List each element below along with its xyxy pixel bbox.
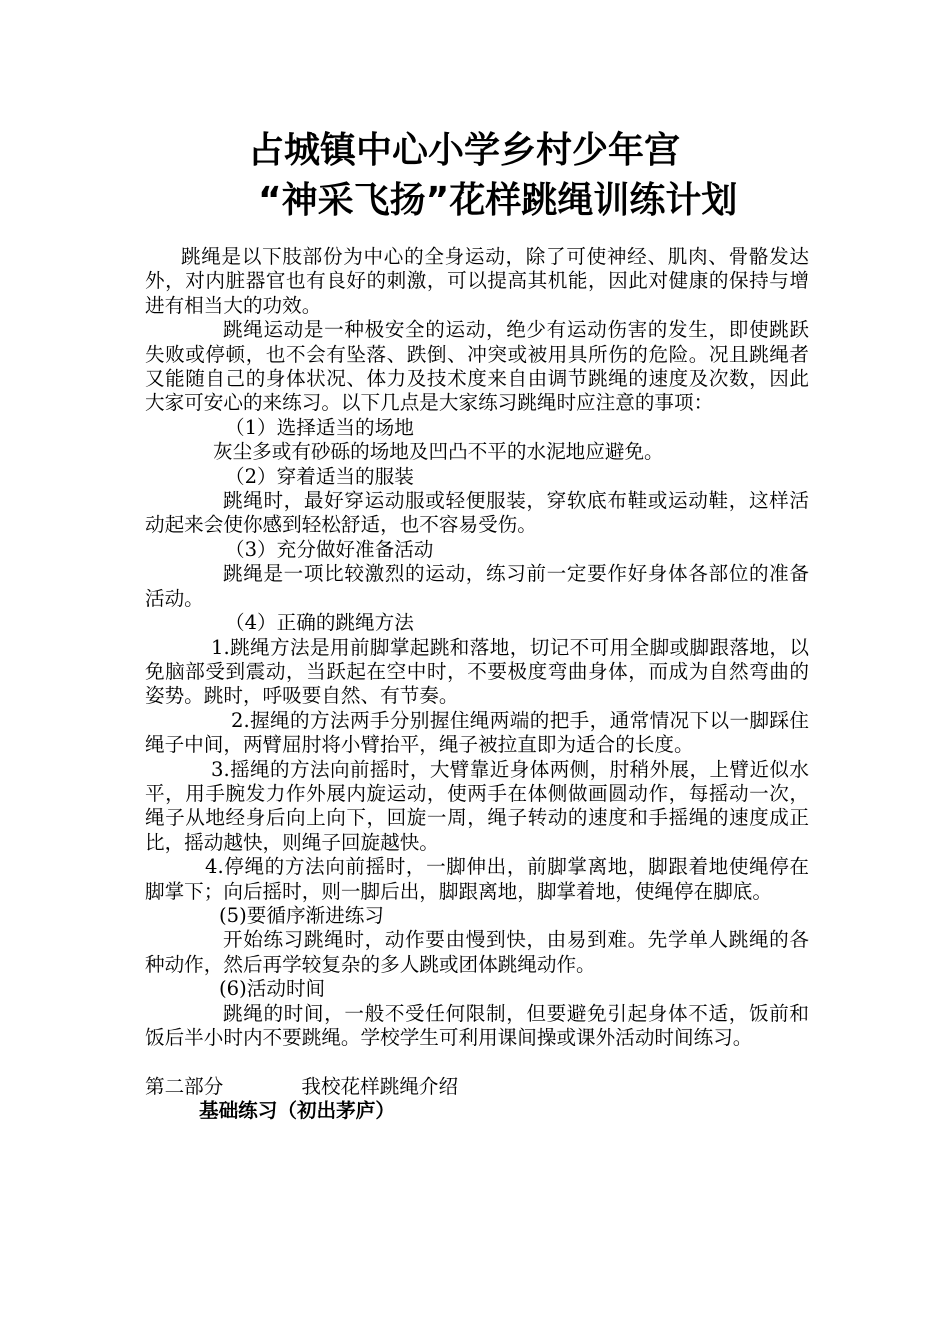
heading-timing: (6)活动时间 bbox=[219, 977, 326, 1001]
method-item-4: 4.停绳的方法向前摇时，一脚伸出，前脚掌离地，脚跟着地使绳停在脚掌下；向后摇时，则一脚后出，脚跟离地，脚掌着地，使绳停在脚底。 bbox=[145, 855, 809, 903]
basic-practice-heading: 基础练习（初出茅庐） bbox=[199, 1099, 395, 1123]
paragraph-warmup: 跳绳是一项比较激烈的运动，练习前一定要作好身体各部位的准备活动。 bbox=[145, 562, 809, 610]
heading-warmup: （3）充分做好准备活动 bbox=[225, 537, 434, 561]
part-two-line bbox=[145, 1075, 809, 1099]
method-item-2: 2.握绳的方法两手分别握住绳两端的把手，通常情况下以一脚踩住绳子中间，两臂屈肘将小臂抬平，绳子被拉直即为适合的长度。 bbox=[145, 708, 809, 757]
method-item-3: 3.摇绳的方法向前摇时，大臂靠近身体两侧，肘稍外展，上臂近似水平，用手腕发力作外展内旋运动，使两手在体侧做画圆动作，每摇动一次，绳子从地经身后向上向下，回旋一周，绳子转动的速度和手摇绳的速度成正比，摇动越快，则绳子回旋越快。 bbox=[145, 757, 809, 854]
heading-progression: (5)要循序渐进练习 bbox=[219, 903, 384, 927]
paragraph-venue: 灰尘多或有砂砾的场地及凹凸不平的水泥地应避免。 bbox=[213, 440, 664, 464]
heading-clothing: （2）穿着适当的服装 bbox=[225, 464, 414, 488]
document-body bbox=[145, 245, 809, 1124]
document-title-line-2: “神采飞扬”花样跳绳训练计划 bbox=[258, 180, 738, 221]
paragraph-progression: 开始练习跳绳时，动作要由慢到快，由易到难。先学单人跳绳的各种动作，然后再学较复杂的多人跳或团体跳绳动作。 bbox=[145, 928, 809, 976]
blank-line bbox=[145, 1050, 809, 1074]
heading-venue: （1）选择适当的场地 bbox=[225, 415, 414, 439]
method-item-1: 1.跳绳方法是用前脚掌起跳和落地，切记不可用全脚或脚跟落地，以免脑部受到震动，当跃起在空中时，不要极度弯曲身体，而成为自然弯曲的姿势。跳时，呼吸要自然、有节奏。 bbox=[145, 635, 809, 708]
heading-method: （4）正确的跳绳方法 bbox=[225, 611, 414, 635]
paragraph-clothing: 跳绳时，最好穿运动服或轻便服装，穿软底布鞋或运动鞋，这样活动起来会使你感到轻松舒适，也不容易受伤。 bbox=[145, 489, 809, 537]
safety-paragraph: 跳绳运动是一种极安全的运动，绝少有运动伤害的发生，即使跳跃失败或停顿，也不会有坠落、跌倒、冲突或被用具所伤的危险。况且跳绳者又能随自己的身体状况、体力及技术度来自由调节跳绳的速度及次数，因此大家可安心的来练习。以下几点是大家练习跳绳时应注意的事项： bbox=[145, 318, 809, 415]
document-title-line-1: 占城镇中心小学乡村少年宫 bbox=[248, 130, 681, 171]
intro-paragraph: 跳绳是以下肢部份为中心的全身运动，除了可使神经、肌肉、骨骼发达外，对内脏器官也有良好的刺激，可以提高其机能，因此对健康的保持与增进有相当大的功效。 bbox=[145, 245, 809, 317]
part-two-label: 第二部分 bbox=[145, 1074, 224, 1098]
paragraph-timing: 跳绳的时间，一般不受任何限制，但要避免引起身体不适，饭前和饭后半小时内不要跳绳。学校学生可利用课间操或课外活动时间练习。 bbox=[145, 1001, 809, 1049]
part-two-title: 我校花样跳绳介绍 bbox=[301, 1074, 459, 1098]
